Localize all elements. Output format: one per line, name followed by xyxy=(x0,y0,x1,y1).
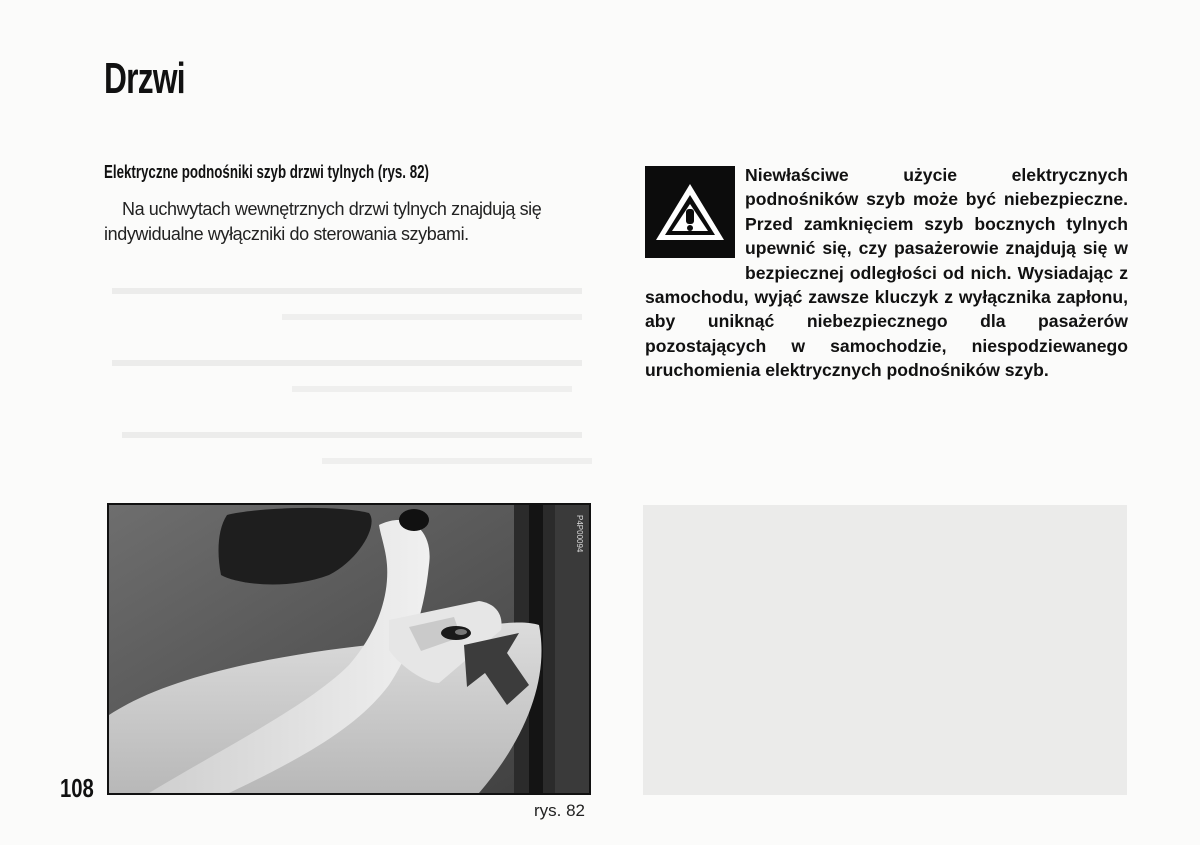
page-number: 108 xyxy=(60,773,94,803)
figure-caption: rys. 82 xyxy=(534,801,586,820)
warning-box xyxy=(645,166,735,258)
show-through-photo xyxy=(643,505,1127,795)
page-title: Drzwi xyxy=(104,54,185,103)
warning-block xyxy=(645,163,1128,383)
photo-code-label: P4P00094 xyxy=(575,515,584,553)
show-through-text xyxy=(112,268,592,468)
section-subheading: Elektryczne podnośniki szyb drzwi tylnych (rys. 82) xyxy=(104,162,429,182)
warning-triangle-icon xyxy=(653,180,727,244)
section-paragraph: Na uchwytach wewnętrznych drzwi tylnych znajdują się indywidualne wyłączniki do sterowania szybami. xyxy=(104,199,542,244)
left-column xyxy=(104,162,604,247)
door-handle-photo xyxy=(107,503,591,795)
warning-text: Niewłaściwe użycie elektrycznych podnośników szyb może być niebezpieczne. Przed zamknięciem szyb bocznych tylnych upewnić się, czy pasażerowie znajdują się w bezpiecznej odległości od nich. Wysiadając z samochodu, wyjąć zawsze kluczyk z wyłącznika zapłonu, aby uniknąć niebezpiecznego dla pasażerów pozostających w samochodzie, niespodziewanego uruchomienia elektrycznych podnośników szyb. xyxy=(645,165,1128,381)
